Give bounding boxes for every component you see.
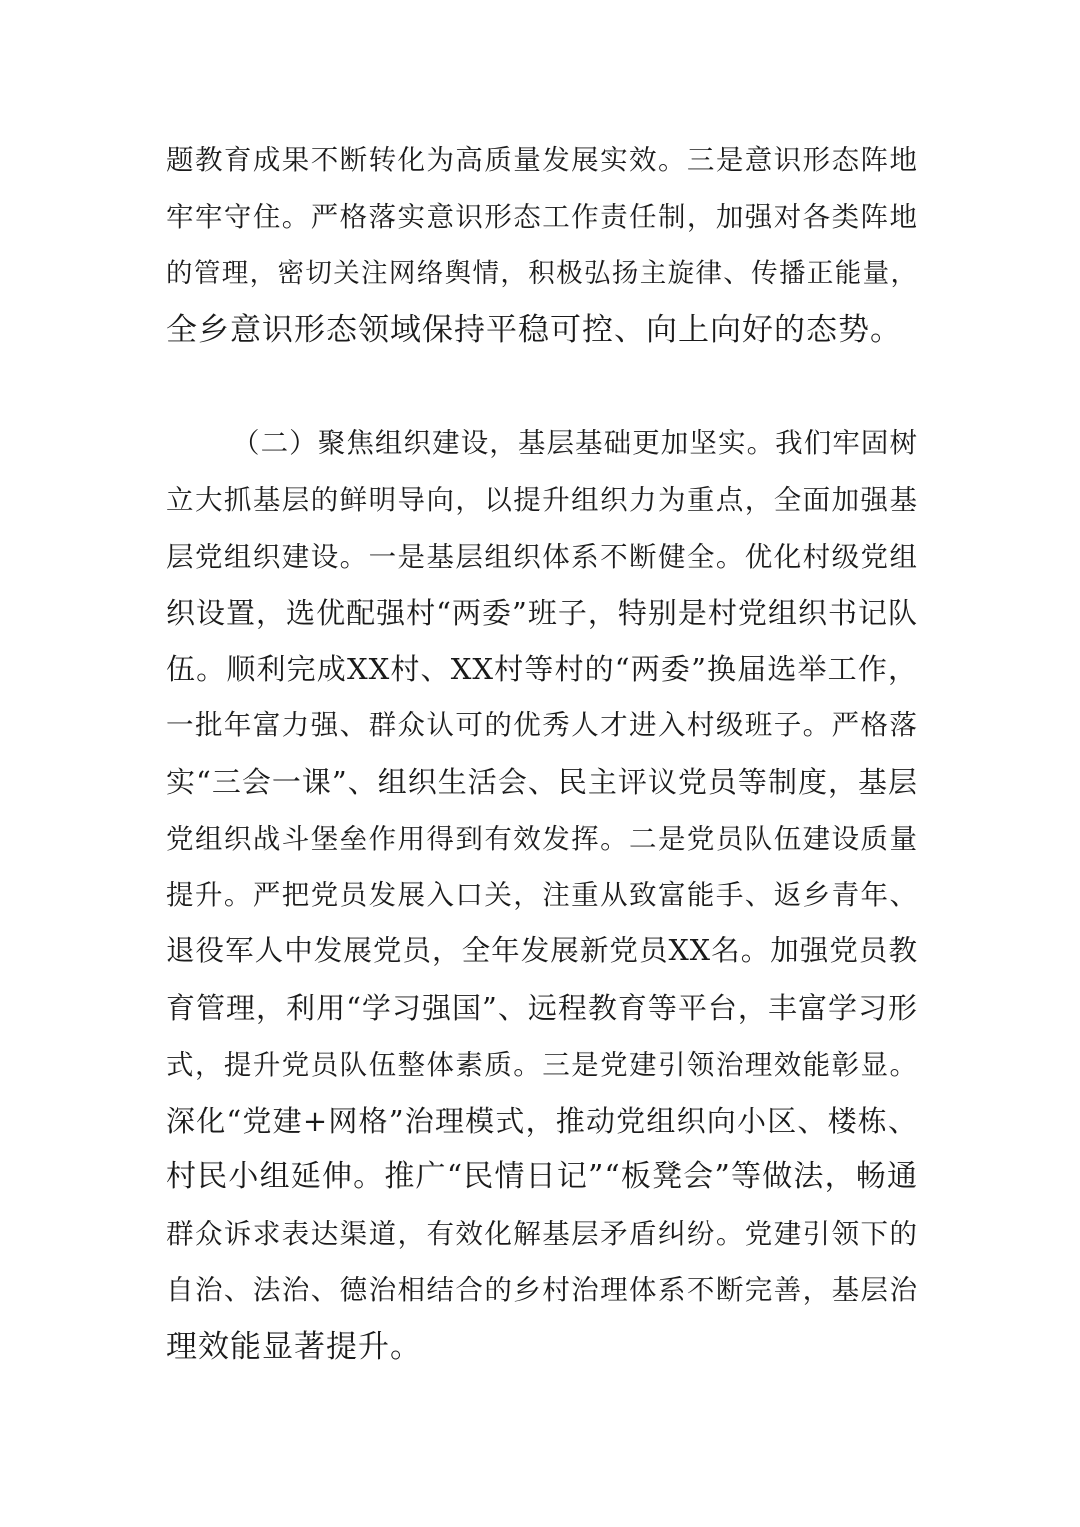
text-line: 实“三会一课”、组织生活会、民主评议党员等制度，基层 — [166, 765, 918, 799]
text-line: 织设置，选优配强村“两委”班子，特别是村党组织书记队 — [166, 596, 918, 630]
text-line: 提升。严把党员发展入口关，注重从致富能手、返乡青年、 — [166, 879, 918, 911]
text-line: 深化“党建+网格”治理模式，推动党组织向小区、楼栋、 — [166, 1104, 918, 1138]
text-line: 层党组织建设。一是基层组织体系不断健全。优化村级党组 — [166, 541, 918, 573]
text-line: 群众诉求表达渠道，有效化解基层矛盾纠纷。党建引领下的 — [166, 1218, 918, 1250]
text-line: 全乡意识形态领域保持平稳可控、向上向好的态势。 — [166, 312, 902, 348]
text-line: 伍。顺利完成XX村、XX村等村的“两委”换届选举工作， — [166, 652, 918, 686]
text-line: 式，提升党员队伍整体素质。三是党建引领治理效能彰显。 — [166, 1049, 918, 1081]
text-line: 牢牢守住。严格落实意识形态工作责任制，加强对各类阵地 — [166, 201, 918, 233]
text-line: 党组织战斗堡垒作用得到有效发挥。二是党员队伍建设质量 — [166, 823, 918, 855]
text-line: 退役军人中发展党员，全年发展新党员XX名。加强党员教 — [166, 934, 918, 967]
text-line: 自治、法治、德治相结合的乡村治理体系不断完善，基层治 — [166, 1274, 918, 1306]
text-line: 育管理，利用“学习强国”、远程教育等平台，丰富学习形 — [166, 991, 918, 1025]
text-line: 的管理，密切关注网络舆情，积极弘扬主旋律、传播正能量， — [166, 258, 918, 289]
text-line: 立大抓基层的鲜明导向，以提升组织力为重点，全面加强基 — [166, 484, 918, 516]
text-line: 村民小组延伸。推广“民情日记”“板凳会”等做法，畅通 — [166, 1159, 918, 1194]
section-heading-line: （二）聚焦组织建设，基层基础更加坚实。我们牢固树 — [232, 427, 918, 459]
text-line: 理效能显著提升。 — [166, 1329, 422, 1365]
text-line: 题教育成果不断转化为高质量发展实效。三是意识形态阵地 — [166, 144, 918, 176]
text-line: 一批年富力强、群众认可的优秀人才进入村级班子。严格落 — [166, 709, 918, 741]
